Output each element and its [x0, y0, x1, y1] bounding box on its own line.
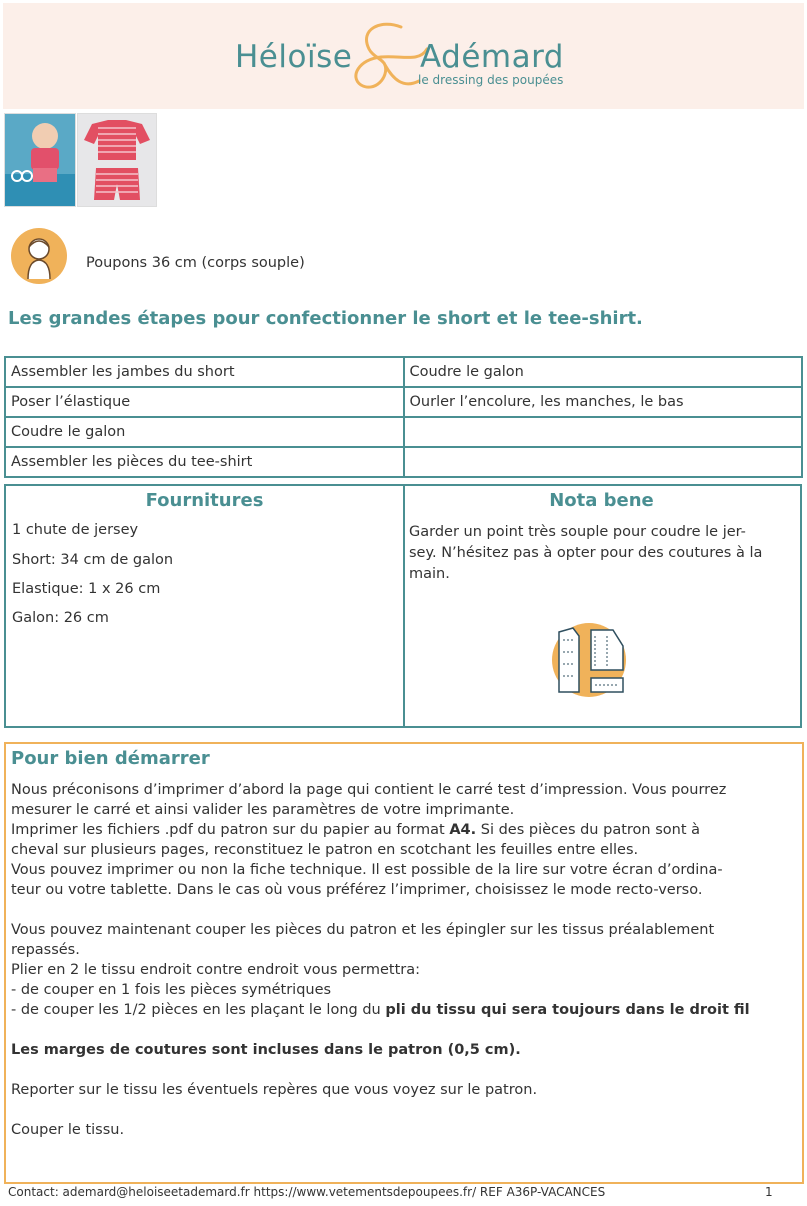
text-span: - de couper les 1/2 pièces en les plaçant le long du [11, 1002, 386, 1018]
paragraph-line: repassés. [11, 942, 80, 958]
supply-item: 1 chute de jersey [12, 522, 139, 538]
paragraph-line: Plier en 2 le tissu endroit contre endroit vous permettra: [11, 962, 421, 978]
sewing-pattern-icon [551, 622, 627, 698]
table-cell: Assembler les jambes du short [5, 357, 404, 387]
supply-item: Elastique: 1 x 26 cm [12, 581, 161, 597]
brand-header [3, 3, 804, 109]
table-cell: Coudre le galon [404, 357, 803, 387]
supply-item: Galon: 26 cm [12, 610, 109, 626]
nota-line: main. [409, 566, 450, 582]
paragraph-line [11, 820, 791, 840]
table-cell [404, 447, 803, 477]
paragraph-line: Nous préconisons d’imprimer d’abord la page qui contient le carré test d’impression. Vous pourrez [11, 782, 727, 798]
supplies-box [4, 484, 405, 728]
page-number: 1 [765, 1185, 773, 1199]
nota-line: sey. N’hésitez pas à opter pour des coutures à la [409, 545, 763, 561]
table-cell [404, 417, 803, 447]
doll-icon [10, 227, 68, 285]
brand-name-left: Héloïse [235, 39, 353, 75]
paragraph-line: Les marges de coutures sont incluses dans le patron (0,5 cm). [11, 1042, 521, 1058]
paragraph-line: teur ou votre tablette. Dans le cas où vous préférez l’imprimer, choisissez le mode recto-verso. [11, 882, 703, 898]
brand-name-right: Adémard [420, 39, 564, 75]
doll-size-label: Poupons 36 cm (corps souple) [86, 255, 305, 271]
getting-started-body [11, 780, 791, 1140]
paragraph-line [11, 1000, 791, 1020]
steps-table [4, 356, 803, 478]
outfit-photo-image [77, 113, 157, 207]
ampersand-logo-icon [341, 19, 431, 99]
paragraph-line: Couper le tissu. [11, 1122, 125, 1138]
table-cell: Poser l’élastique [5, 387, 404, 417]
bold-span: A4. [449, 822, 477, 838]
paragraph-line: cheval sur plusieurs pages, reconstituez le patron en scotchant les feuilles entre elles. [11, 842, 639, 858]
table-cell: Ourler l’encolure, les manches, le bas [404, 387, 803, 417]
nota-line: Garder un point très souple pour coudre le jer- [409, 524, 746, 540]
table-row [5, 447, 802, 477]
table-row [5, 387, 802, 417]
paragraph-line: Vous pouvez maintenant couper les pièces du patron et les épingler sur les tissus préalablement [11, 922, 715, 938]
getting-started-title: Pour bien démarrer [11, 748, 210, 769]
table-row [5, 357, 802, 387]
nota-bene-text [409, 522, 794, 585]
paragraph-line: Vous pouvez imprimer ou non la fiche technique. Il est possible de la lire sur votre écran d’ordina- [11, 862, 723, 878]
table-row [5, 417, 802, 447]
supplies-title: Fournitures [145, 490, 264, 511]
text-span: Imprimer les fichiers .pdf du patron sur du papier au format [11, 822, 450, 838]
bold-span: pli du tissu qui sera toujours dans le droit fil [385, 1002, 750, 1018]
footer-contact: Contact: ademard@heloiseetademard.fr https://www.vetementsdepoupees.fr/ REF A36P-VACANCES [8, 1185, 606, 1199]
doll-photo-image [4, 113, 76, 207]
getting-started-box [4, 742, 804, 1184]
table-cell: Assembler les pièces du tee-shirt [5, 447, 404, 477]
supply-item: Short: 34 cm de galon [12, 552, 174, 568]
brand-tagline: le dressing des poupées [418, 73, 564, 87]
paragraph-line: mesurer le carré et ainsi valider les paramètres de votre imprimante. [11, 802, 515, 818]
table-cell: Coudre le galon [5, 417, 404, 447]
paragraph-line: - de couper en 1 fois les pièces symétriques [11, 982, 332, 998]
nota-bene-title: Nota bene [549, 490, 654, 511]
nota-bene-box [403, 484, 802, 728]
paragraph-line: Reporter sur le tissu les éventuels repères que vous voyez sur le patron. [11, 1082, 538, 1098]
steps-title: Les grandes étapes pour confectionner le short et le tee-shirt. [8, 308, 643, 329]
text-span: Si des pièces du patron sont à [476, 822, 700, 838]
